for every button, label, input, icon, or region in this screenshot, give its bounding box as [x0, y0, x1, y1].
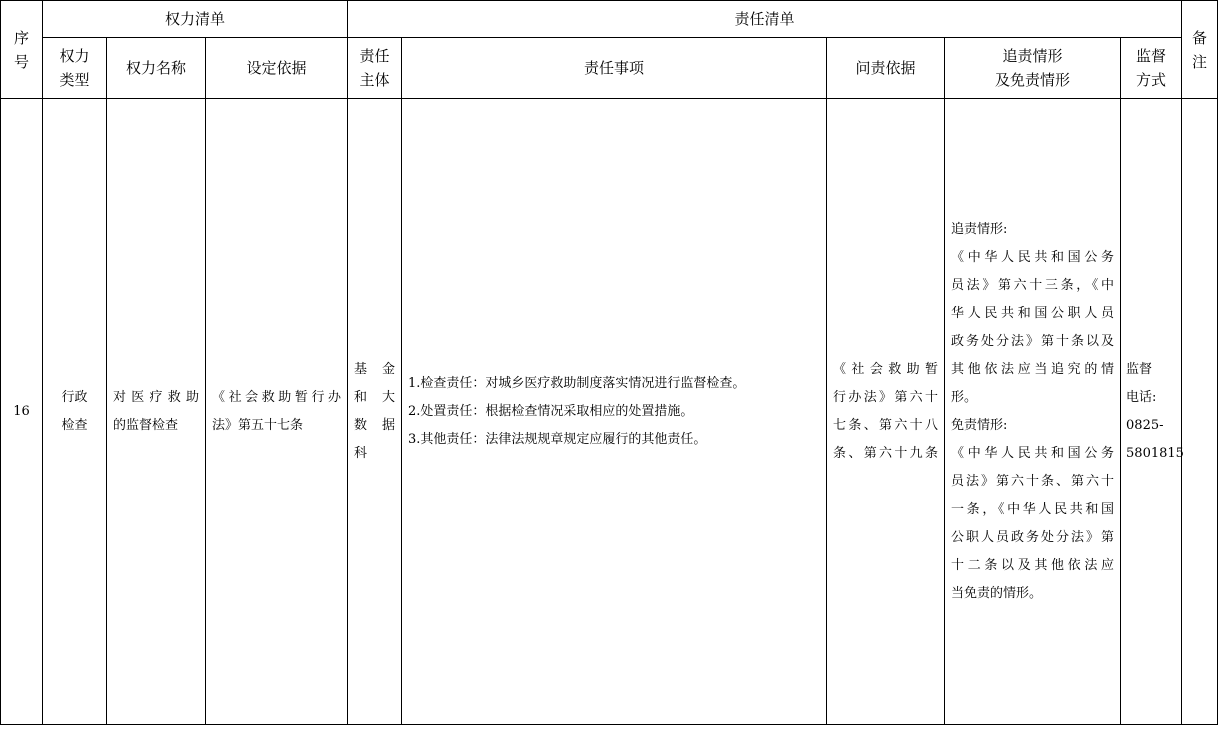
cell-line: 和 大: [354, 389, 396, 405]
cell-line: 监督: [1126, 361, 1153, 377]
cell-power-type: [43, 99, 107, 725]
cell-line: 《社会救助暂行办: [212, 389, 342, 405]
cell-remark: [1182, 99, 1218, 725]
cell-line: 公职人员政务处分法》第: [951, 529, 1115, 545]
cell-line: 检查: [61, 417, 88, 433]
cell-line: 对医疗救助: [113, 389, 199, 405]
duty-item: 2.处置责任：根据检查情况采取相应的处置措施。: [408, 403, 694, 419]
cell-line: 行办法》第六十: [833, 389, 939, 405]
cell-seq: 16: [1, 99, 43, 725]
cell-line: 其他依法应当追究的情: [951, 361, 1115, 377]
header-power-type: 权力 类型: [43, 38, 107, 99]
cell-line: 形。: [951, 389, 978, 405]
header-duty-items: 责任事项: [402, 38, 827, 99]
cell-line: 十二条以及其他依法应: [951, 557, 1115, 573]
header-basis: 设定依据: [206, 38, 348, 99]
cell-line: 当免责的情形。: [951, 585, 1043, 601]
header-duty-subject: 责任 主体: [348, 38, 402, 99]
cell-line: 《中华人民共和国公务: [951, 445, 1115, 461]
header-seq: 序 号: [1, 1, 43, 99]
cell-line: 《社会救助暂: [833, 361, 939, 377]
cell-line: 追责情形:: [951, 221, 1008, 237]
header-remark: 备 注: [1182, 1, 1218, 99]
cell-line: 电话:: [1126, 389, 1157, 405]
table-row: [1, 99, 1218, 725]
header-supervision: 监督 方式: [1121, 38, 1182, 99]
cell-line: 的监督检查: [113, 417, 179, 433]
cell-line: 《中华人民共和国公务: [951, 249, 1115, 265]
header-power-name: 权力名称: [107, 38, 206, 99]
header-duty-list: 责任清单: [348, 1, 1182, 38]
cell-line: 华人民共和国公职人员: [951, 305, 1115, 321]
cell-duty-items: [402, 99, 827, 725]
duty-item: 3.其他责任：法律法规规章规定应履行的其他责任。: [408, 431, 707, 447]
duty-item: 1.检查责任：对城乡医疗救助制度落实情况进行监督检查。: [408, 375, 746, 391]
cell-line: 基 金: [354, 361, 396, 377]
cell-line: 七条、第六十八: [833, 417, 939, 433]
cell-basis: [206, 99, 348, 725]
cell-accountability-basis: [827, 99, 945, 725]
cell-line: 法》第五十七条: [212, 417, 304, 433]
cell-line: 员法》第六十三条，《中: [951, 277, 1115, 293]
cell-liability-cases: [945, 99, 1121, 725]
cell-line: 5801815: [1126, 445, 1184, 461]
cell-line: 科: [354, 445, 368, 461]
header-power-list: 权力清单: [43, 1, 348, 38]
cell-line: 免责情形:: [951, 417, 1008, 433]
cell-supervision: [1121, 99, 1182, 725]
cell-power-name: [107, 99, 206, 725]
cell-line: 一条，《中华人民共和国: [951, 501, 1115, 517]
cell-line: 0825-: [1126, 417, 1164, 433]
cell-line: 数 据: [354, 417, 396, 433]
cell-line: 条、第六十九条: [833, 445, 939, 461]
cell-line: 政务处分法》第十条以及: [951, 333, 1115, 349]
header-liability-cases: 追责情形 及免责情形: [945, 38, 1121, 99]
cell-line: 员法》第六十条、第六十: [951, 473, 1115, 489]
cell-line: 行政: [61, 389, 88, 405]
cell-duty-subject: [348, 99, 402, 725]
header-accountability-basis: 问责依据: [827, 38, 945, 99]
